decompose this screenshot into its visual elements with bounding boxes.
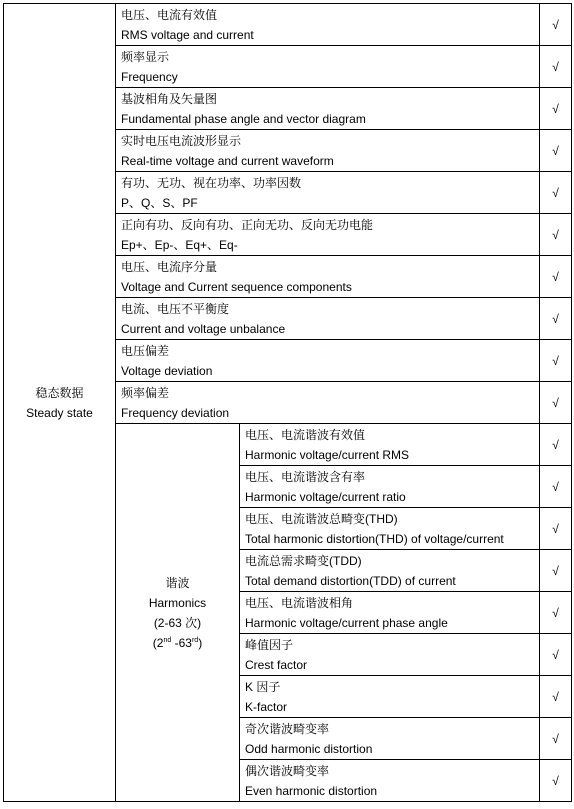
check-mark: √ [540,214,572,256]
check-mark: √ [540,130,572,172]
category-cn: 稳态数据 [35,385,84,400]
item-cell: 正向有功、反向有功、正向无功、反向无功电能 Ep+、Ep-、Eq+、Eq- [116,214,540,256]
harmonics-range-en: (2nd -63rd) [152,635,203,650]
check-mark: √ [540,298,572,340]
item-cell: 电压、电流谐波总畸变(THD) Total harmonic distortion(THD) of voltage/current [240,508,540,550]
item-cell: 电流总需求畸变(TDD) Total demand distortion(TDD) of current [240,550,540,592]
steady-state-spec-table [3,3,572,802]
harmonics-range-cn: (2-63 次) [153,615,202,630]
check-mark: √ [540,4,572,46]
check-mark: √ [540,550,572,592]
item-cell: 实时电压电流波形显示 Real-time voltage and current waveform [116,130,540,172]
harmonics-en: Harmonics [148,595,207,610]
check-mark: √ [540,340,572,382]
check-mark: √ [540,466,572,508]
table-row [4,4,572,46]
check-mark: √ [540,172,572,214]
item-cell: 基波相角及矢量图 Fundamental phase angle and vector diagram [116,88,540,130]
check-mark: √ [540,592,572,634]
check-mark: √ [540,634,572,676]
item-cell: 峰值因子 Crest factor [240,634,540,676]
item-cell: 奇次谐波畸变率 Odd harmonic distortion [240,718,540,760]
check-mark: √ [540,718,572,760]
check-mark: √ [540,46,572,88]
check-mark: √ [540,424,572,466]
item-cell: 电压偏差 Voltage deviation [116,340,540,382]
item-cell: 电压、电流谐波含有率 Harmonic voltage/current ratio [240,466,540,508]
item-cell: 频率显示 Frequency [116,46,540,88]
item-cell: 电压、电流谐波有效值 Harmonic voltage/current RMS [240,424,540,466]
item-cell: K 因子 K-factor [240,676,540,718]
item-cell: 电压、电流序分量 Voltage and Current sequence components [116,256,540,298]
item-cell: 偶次谐波畸变率 Even harmonic distortion [240,760,540,802]
item-cell: 电流、电压不平衡度 Current and voltage unbalance [116,298,540,340]
item-cell: 电压、电流谐波相角 Harmonic voltage/current phase angle [240,592,540,634]
check-mark: √ [540,256,572,298]
check-mark: √ [540,760,572,802]
item-cell: 电压、电流有效值 RMS voltage and current [116,4,540,46]
harmonics-group-cell [116,424,240,802]
item-cell: 有功、无功、视在功率、功率因数 P、Q、S、PF [116,172,540,214]
item-cell: 频率偏差 Frequency deviation [116,382,540,424]
check-mark: √ [540,382,572,424]
harmonics-cn: 谐波 [165,575,190,590]
category-en: Steady state [26,405,93,420]
check-mark: √ [540,88,572,130]
check-mark: √ [540,508,572,550]
category-cell [4,4,116,802]
check-mark: √ [540,676,572,718]
